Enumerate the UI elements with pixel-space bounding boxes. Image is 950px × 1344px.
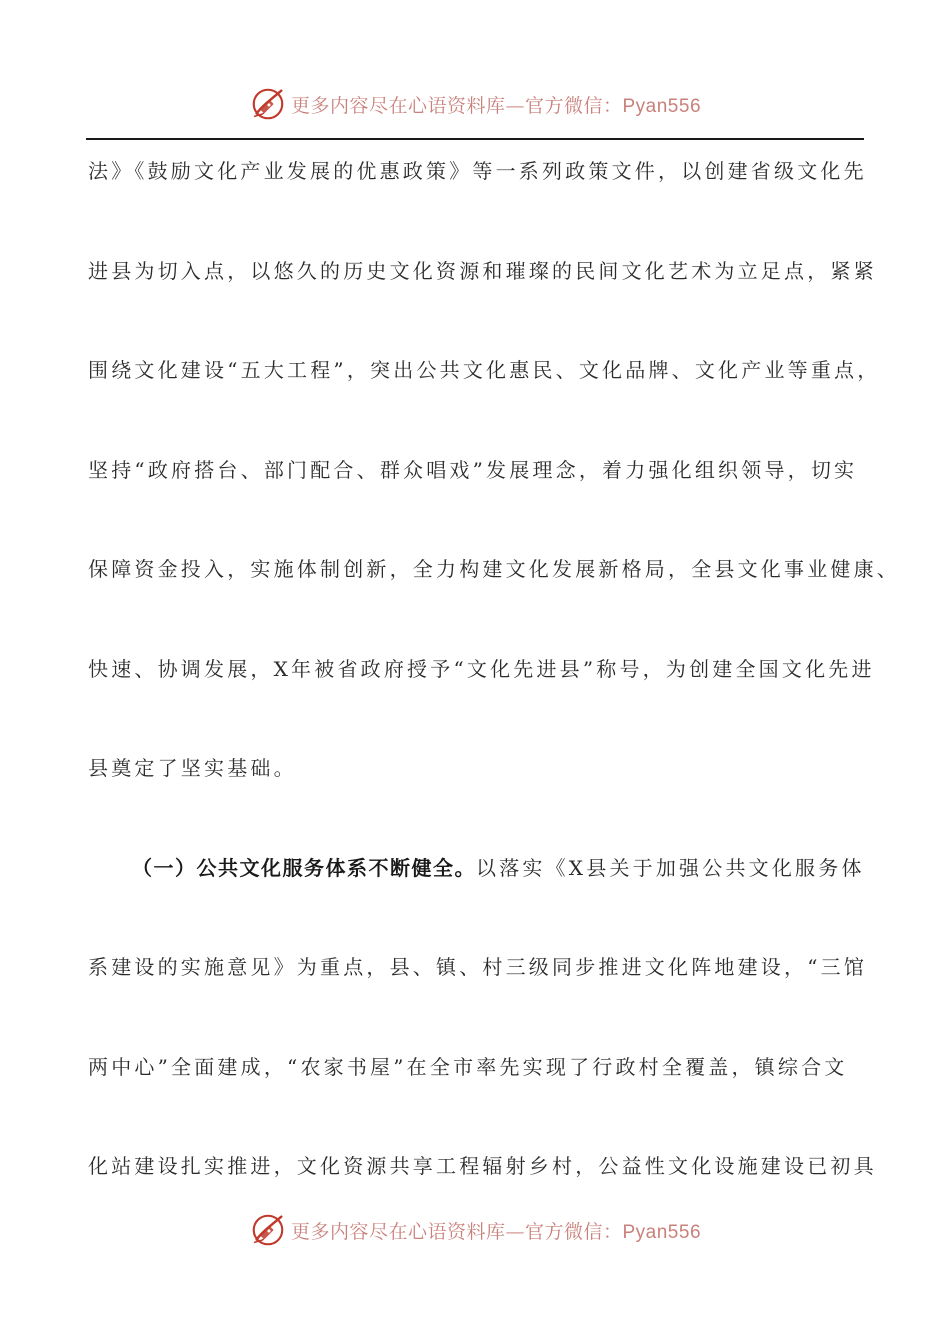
footer-brand-text: 更多内容尽在心语资料库 [290, 1220, 506, 1243]
paragraph-1-line-6: 快速、协调发展，X年被省政府授予“文化先进县”称号，为创建全国文化先进 [88, 656, 875, 681]
paragraph-2-line-2: 系建设的实施意见》为重点，县、镇、村三级同步推进文化阵地建设，“三馆 [88, 955, 868, 979]
pen-nib-circle-icon [249, 1211, 287, 1249]
paragraph-1-line-5: 保障资金投入，实施体制创新，全力构建文化发展新格局，全县文化事业健康、 [88, 557, 900, 581]
section-heading: （一）公共文化服务体系不断健全。 [132, 855, 476, 880]
header-separator: — [505, 94, 525, 117]
paragraph-1-line-3: 围绕文化建设“五大工程”，突出公共文化惠民、文化品牌、文化产业等重点， [88, 358, 881, 382]
paragraph-1-line-4: 坚持“政府搭台、部门配合、群众唱戏”发展理念，着力强化组织领导，切实 [88, 457, 858, 482]
header-contact-id: Pyan556 [622, 95, 702, 117]
header-banner [0, 82, 950, 126]
footer-banner [0, 1208, 950, 1252]
footer-contact-text: 官方微信： [524, 1220, 623, 1243]
footer-contact-id: Pyan556 [622, 1221, 702, 1243]
header-contact-text: 官方微信： [524, 94, 623, 117]
paragraph-2-first-line-text: 以落实《X县关于加强公共文化服务体 [476, 855, 865, 880]
paragraph-2-line-4: 化站建设扎实推进，文化资源共享工程辐射乡村，公益性文化设施建设已初具 [88, 1154, 877, 1178]
paragraph-2-line-3: 两中心”全面建成，“农家书屋”在全市率先实现了行政村全覆盖，镇综合文 [88, 1054, 848, 1079]
footer-banner-text [291, 1217, 701, 1244]
document-body [88, 146, 900, 1241]
header-banner-text [291, 91, 701, 118]
paragraph-1-line-2: 进县为切入点，以悠久的历史文化资源和璀璨的民间文化艺术为立足点，紧紧 [88, 258, 877, 283]
header-brand-text: 更多内容尽在心语资料库 [290, 94, 506, 117]
header-divider [86, 138, 864, 140]
paragraph-1-line-7: 县奠定了坚实基础。 [88, 756, 297, 780]
paragraph-2-line-1 [88, 843, 878, 943]
paragraph-1-line-1: 法》《鼓励文化产业发展的优惠政策》等一系列政策文件，以创建省级文化先 [88, 159, 867, 183]
pen-nib-circle-icon [249, 85, 287, 123]
footer-separator: — [505, 1220, 525, 1243]
